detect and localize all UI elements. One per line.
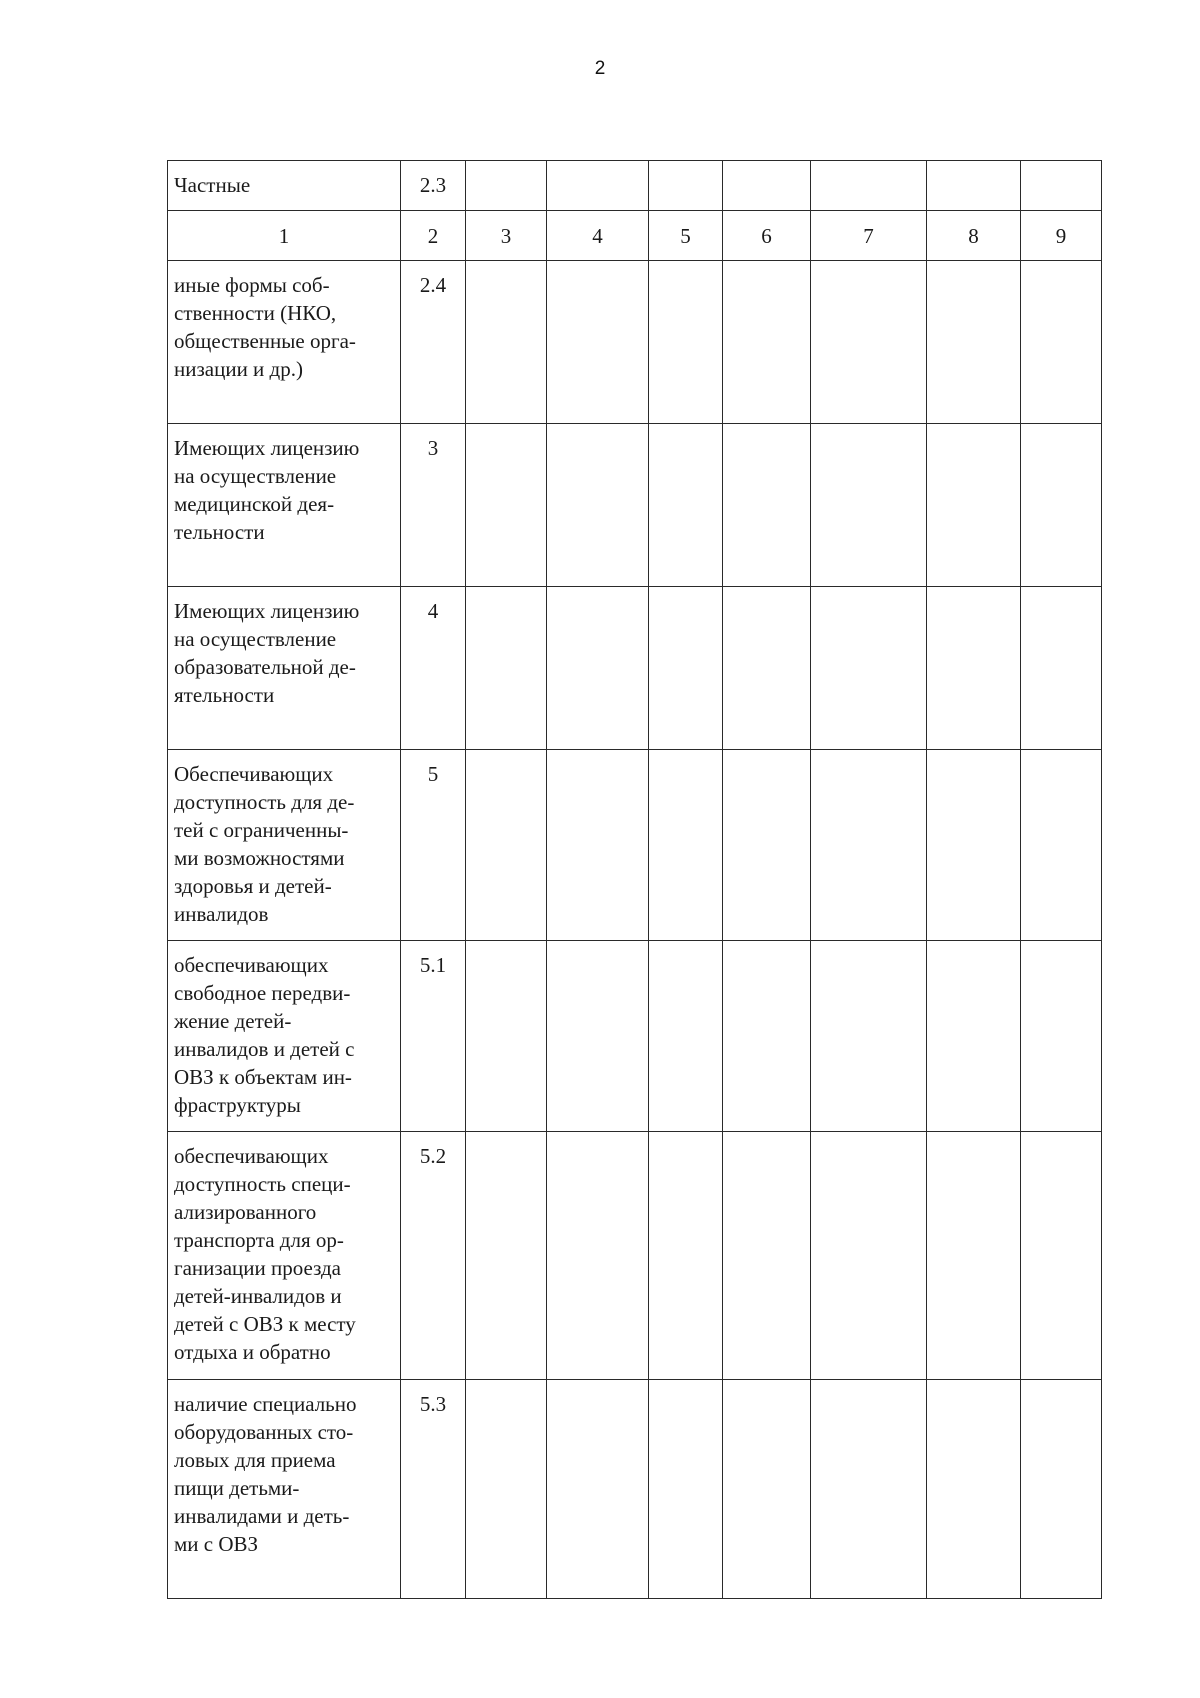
data-cell [723, 161, 811, 211]
data-cell [927, 161, 1021, 211]
data-cell [723, 587, 811, 750]
row-label: Имеющих лицензию на осуществление медицинской дея- тельности [168, 424, 401, 587]
row-label: наличие специально оборудованных сто- ловых для приема пищи детьми- инвалидами и деть- ми с ОВЗ [168, 1380, 401, 1599]
data-cell [466, 261, 547, 424]
row-code: 3 [401, 424, 466, 587]
data-cell [649, 941, 723, 1132]
data-cell [723, 1380, 811, 1599]
data-cell [466, 941, 547, 1132]
row-code: 5.1 [401, 941, 466, 1132]
row-code: 5.3 [401, 1380, 466, 1599]
data-cell [1021, 1132, 1102, 1380]
data-cell [547, 941, 649, 1132]
table-row-5-3 [168, 1380, 1102, 1599]
row-label: обеспечивающих доступность специ- ализированного транспорта для ор- ганизации проезда детей-инвалидов и детей с ОВЗ к месту отдыха и обратно [168, 1132, 401, 1380]
data-cell [466, 424, 547, 587]
data-cell [811, 261, 927, 424]
data-cell [811, 587, 927, 750]
data-cell [649, 261, 723, 424]
row-label: Частные [168, 161, 401, 211]
data-cell [547, 1380, 649, 1599]
column-number: 8 [927, 211, 1021, 261]
column-number: 9 [1021, 211, 1102, 261]
data-cell [1021, 1380, 1102, 1599]
data-cell [811, 424, 927, 587]
data-cell [927, 424, 1021, 587]
data-cell [649, 1132, 723, 1380]
table-row-2-3 [168, 161, 1102, 211]
data-cell [649, 161, 723, 211]
data-cell [811, 941, 927, 1132]
data-cell [1021, 261, 1102, 424]
table-row-2-4 [168, 261, 1102, 424]
row-label: Обеспечивающих доступность для де- тей с ограниченны- ми возможностями здоровья и детей- инвалидов [168, 750, 401, 941]
row-label: обеспечивающих свободное передви- жение детей- инвалидов и детей с ОВЗ к объектам ин- фраструктуры [168, 941, 401, 1132]
data-cell [649, 587, 723, 750]
column-number: 7 [811, 211, 927, 261]
table-row-4 [168, 587, 1102, 750]
data-cell [723, 424, 811, 587]
column-number: 3 [466, 211, 547, 261]
column-number: 5 [649, 211, 723, 261]
column-number: 6 [723, 211, 811, 261]
data-cell [1021, 750, 1102, 941]
data-cell [811, 750, 927, 941]
data-cell [547, 261, 649, 424]
data-cell [649, 1380, 723, 1599]
data-cell [466, 1132, 547, 1380]
statistics-form-table [167, 160, 1102, 1599]
data-cell [1021, 161, 1102, 211]
row-code: 4 [401, 587, 466, 750]
row-code: 5.2 [401, 1132, 466, 1380]
data-cell [547, 424, 649, 587]
column-number: 4 [547, 211, 649, 261]
data-cell [466, 750, 547, 941]
data-cell [466, 1380, 547, 1599]
data-cell [466, 161, 547, 211]
data-cell [927, 750, 1021, 941]
column-number: 1 [168, 211, 401, 261]
data-cell [723, 941, 811, 1132]
data-cell [649, 750, 723, 941]
data-cell [547, 1132, 649, 1380]
row-code: 2.3 [401, 161, 466, 211]
data-cell [1021, 941, 1102, 1132]
data-cell [1021, 587, 1102, 750]
data-cell [811, 161, 927, 211]
table-row-5-1 [168, 941, 1102, 1132]
column-numbering-row [168, 211, 1102, 261]
data-cell [466, 587, 547, 750]
data-cell [723, 1132, 811, 1380]
row-label: иные формы соб- ственности (НКО, общественные орга- низации и др.) [168, 261, 401, 424]
data-cell [547, 750, 649, 941]
data-cell [927, 941, 1021, 1132]
row-label: Имеющих лицензию на осуществление образовательной де- ятельности [168, 587, 401, 750]
row-code: 2.4 [401, 261, 466, 424]
data-cell [927, 587, 1021, 750]
data-cell [811, 1132, 927, 1380]
data-cell [811, 1380, 927, 1599]
data-cell [1021, 424, 1102, 587]
page-number: 2 [594, 58, 606, 79]
data-cell [723, 261, 811, 424]
data-cell [927, 261, 1021, 424]
data-cell [723, 750, 811, 941]
data-cell [927, 1132, 1021, 1380]
data-cell [649, 424, 723, 587]
row-code: 5 [401, 750, 466, 941]
table-row-5 [168, 750, 1102, 941]
table-row-5-2 [168, 1132, 1102, 1380]
data-cell [547, 161, 649, 211]
column-number: 2 [401, 211, 466, 261]
data-cell [927, 1380, 1021, 1599]
table-row-3 [168, 424, 1102, 587]
data-cell [547, 587, 649, 750]
